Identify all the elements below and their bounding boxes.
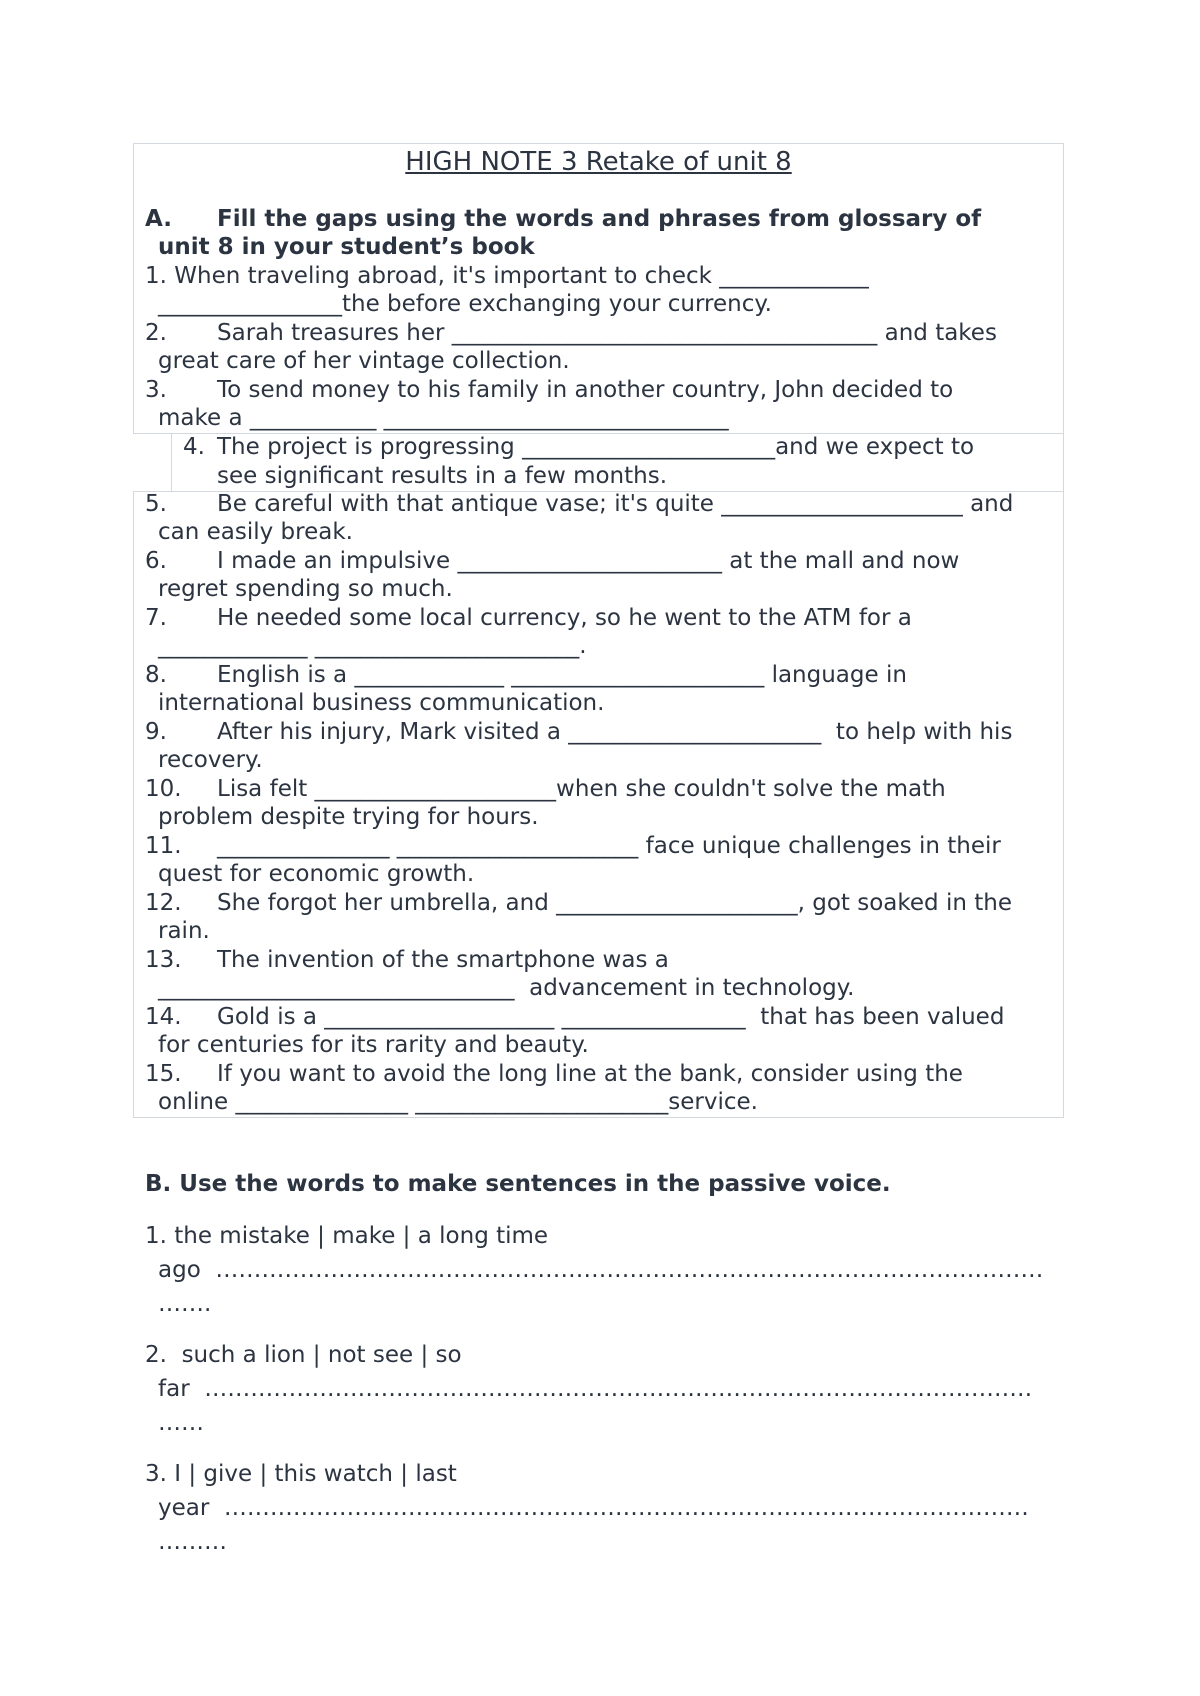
item-number: 3. <box>145 377 167 403</box>
item-number: 11. <box>145 833 182 859</box>
item-text-line1: _______________ _____________________ face unique challenges in their <box>217 833 1001 859</box>
passive-item-3-answer-line: year …………………………………………………………………………………………… <box>158 1495 1029 1521</box>
item-number: 2. <box>145 320 167 346</box>
exercise-item-11 <box>145 832 1001 860</box>
item-text-line1: I made an impulsive _______________________ at the mall and now <box>217 548 960 574</box>
item-text-line2: _____________ _______________________. <box>158 633 587 659</box>
item-number: 4. <box>183 434 205 460</box>
item-number: 10. <box>145 776 182 802</box>
item-text-line2: great care of her vintage collection. <box>158 348 570 374</box>
item-text-line2: ________________the before exchanging your currency. <box>158 291 772 317</box>
item-text-line2: international business communication. <box>158 690 605 716</box>
item-text-line2: online _______________ ______________________service. <box>158 1089 758 1115</box>
item-text-line2: regret spending so much. <box>158 576 453 602</box>
passive-item-3-answer-cont: ……… <box>158 1529 227 1555</box>
page-title: HIGH NOTE 3 Retake of unit 8 <box>405 147 792 177</box>
item-text-line1: The project is progressing ______________________and we expect to <box>217 434 975 460</box>
passive-item-2-answer-line: far ……………………………………………………………………………………………… <box>158 1376 1033 1402</box>
item-text-line1: He needed some local currency, so he went to the ATM for a <box>217 605 912 631</box>
item-text-line1: To send money to his family in another country, John decided to <box>217 377 954 403</box>
item-text-line2: rain. <box>158 918 210 944</box>
item-number: 1. <box>145 263 167 289</box>
item-text-line1: The invention of the smartphone was a <box>217 947 669 973</box>
exercise-item-5 <box>145 490 1013 518</box>
exercise-item-15 <box>145 1060 963 1088</box>
item-number: 7. <box>145 605 167 631</box>
exercise-item-1 <box>145 262 869 290</box>
item-text-line2: see significant results in a few months. <box>217 463 668 489</box>
exercise-item-13 <box>145 946 669 974</box>
item-text-line1: She forgot her umbrella, and _____________________, got soaked in the <box>217 890 1012 916</box>
exercise-item-2 <box>145 319 997 347</box>
item-number: 6. <box>145 548 167 574</box>
item-number: 15. <box>145 1061 182 1087</box>
item-text-line1: When traveling abroad, it's important to check _____________ <box>174 263 869 289</box>
section-a-marker: A. <box>145 206 172 232</box>
section-a-heading-line1: Fill the gaps using the words and phrases from glossary of <box>217 206 982 232</box>
exercise-item-14 <box>145 1003 1004 1031</box>
exercise-item-10 <box>145 775 946 803</box>
item-text-line2: problem despite trying for hours. <box>158 804 539 830</box>
section-a-heading-line2: unit 8 in your student’s book <box>158 234 535 260</box>
item-text-line2: can easily break. <box>158 519 353 545</box>
item-text-line1: If you want to avoid the long line at the bank, consider using the <box>217 1061 963 1087</box>
item-text-line2: recovery. <box>158 747 263 773</box>
item-text-line1: Sarah treasures her _____________________________________ and takes <box>217 320 997 346</box>
exercise-item-7 <box>145 604 912 632</box>
passive-item-1-answer-line: ago ……………………………………………………………………………………………… <box>158 1257 1044 1283</box>
item-text-line2: make a ___________ ______________________________ <box>158 405 729 431</box>
exercise-item-8 <box>145 661 907 689</box>
passive-item-2-answer-cont: …… <box>158 1410 204 1436</box>
passive-item-1-answer-cont: ……. <box>158 1291 212 1317</box>
exercise-item-4 <box>183 433 974 461</box>
item-number: 9. <box>145 719 167 745</box>
item-number: 8. <box>145 662 167 688</box>
item-number: 5. <box>145 491 167 517</box>
section-a-heading <box>145 205 981 233</box>
exercise-item-9 <box>145 718 1012 746</box>
exercise-item-6 <box>145 547 959 575</box>
exercise-item-12 <box>145 889 1012 917</box>
item-number: 14. <box>145 1004 182 1030</box>
item-text-line1: English is a _____________ ______________________ language in <box>217 662 907 688</box>
passive-item-3-prompt: 3. I | give | this watch | last <box>145 1461 457 1487</box>
exercise-item-3 <box>145 376 953 404</box>
item-text-line1: After his injury, Mark visited a ______________________ to help with his <box>217 719 1013 745</box>
passive-item-2-prompt: 2. such a lion | not see | so <box>145 1342 462 1368</box>
passive-item-1-prompt: 1. the mistake | make | a long time <box>145 1223 549 1249</box>
item-number: 12. <box>145 890 182 916</box>
item-text-line1: Be careful with that antique vase; it's quite _____________________ and <box>217 491 1014 517</box>
item-text-line2: quest for economic growth. <box>158 861 475 887</box>
item-text-line1: Gold is a ____________________ ________________ that has been valued <box>217 1004 1005 1030</box>
item-text-line2: for centuries for its rarity and beauty. <box>158 1032 589 1058</box>
item-number: 13. <box>145 947 182 973</box>
item-text-line1: Lisa felt _____________________when she couldn't solve the math <box>217 776 946 802</box>
item-text-line2: _______________________________ advancement in technology. <box>158 975 855 1001</box>
section-b-heading: B. Use the words to make sentences in the passive voice. <box>145 1171 891 1197</box>
